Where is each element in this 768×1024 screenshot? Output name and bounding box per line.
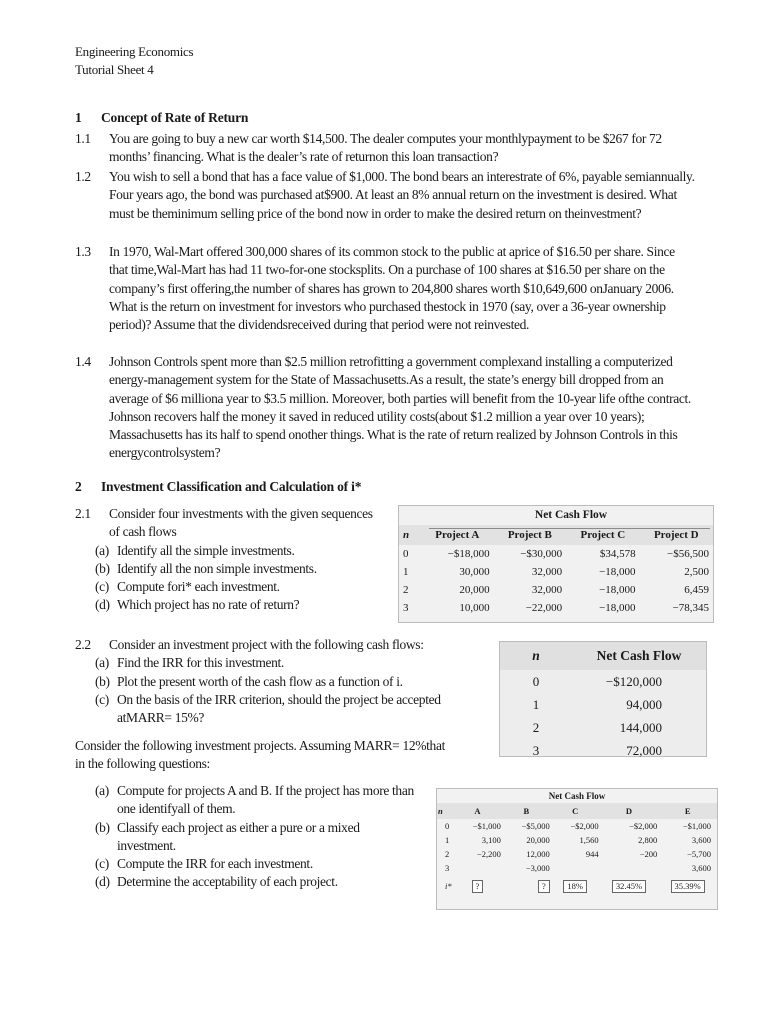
cell: −18,000 [599,602,636,614]
cell: 144,000 [619,719,662,735]
cell: −78,345 [672,602,709,614]
cell: 20,000 [459,584,490,596]
table-row [399,581,713,599]
document-header [75,43,193,79]
cell [600,861,659,875]
col-header: n [399,525,421,545]
cell: 20,000 [526,835,550,845]
question-number: 2.2 [75,637,91,652]
cell: 3 [445,863,450,873]
table-row [500,693,706,716]
cell: 2,500 [684,566,709,578]
cell: $34,578 [599,548,636,560]
cell: −18,000 [599,584,636,596]
course-title: Engineering Economics [75,44,194,59]
cell: −3,000 [525,863,550,873]
part-c: (c) Compute fori* each investment. [95,579,280,595]
table-row [500,739,706,762]
table-caption: Net Cash Flow [548,791,606,801]
col-header: D [600,803,659,819]
cell: 12,000 [526,849,550,859]
irr-value-d: 32.45% [612,880,646,893]
cell [551,861,600,875]
cell: −$18,000 [447,548,490,560]
table [500,642,706,762]
question-parts [75,542,375,615]
cell: −$1,000 [682,821,711,831]
part-a: (a) Compute for projects A and B. If the project has more than one identifyall of them. [95,783,414,817]
table-row [399,563,713,581]
cell: 3 [403,602,409,614]
cell: −18,000 [599,566,636,578]
col-header: Net Cash Flow [572,642,706,670]
part-b: (b) Classify each project as either a pure or a mixed investment. [95,819,360,853]
question-text: Consider four investments with the given sequences of cash flows [109,506,373,540]
cash-flow-table-3 [436,788,718,910]
table [399,525,713,617]
part-c: (c) Compute the IRR for each investment. [95,856,313,872]
cell: −$2,000 [629,821,658,831]
irr-value-e: 35.39% [671,880,705,893]
irr-value-c: 18% [563,880,587,893]
table-row [437,819,717,833]
cell: 2 [445,849,450,859]
section-1-heading [75,110,248,126]
question-2-1 [75,505,375,615]
cell: 0 [403,548,409,560]
cell: 2 [532,719,540,735]
sheet-title: Tutorial Sheet 4 [75,62,154,77]
cell: 0 [532,673,540,689]
cell: −$56,500 [667,548,709,560]
col-header: Project D [640,525,713,545]
irr-row [437,875,717,897]
part-d: (d) Which project has no rate of return? [95,597,300,613]
col-header: Project A [421,525,494,545]
question-text: You are going to buy a new car worth $14,500. The dealer computes your monthlypayment to be $267 for 72 months’ financing. What is the dealer’s rate of returnon this loan transaction? [109,131,662,165]
cell: 6,459 [684,584,709,596]
cell: 1 [532,696,540,712]
part-a: (a) Find the IRR for this investment. [95,655,284,671]
table-row [437,847,717,861]
table-row [399,545,713,563]
col-header: A [453,803,502,819]
col-header: Project B [494,525,567,545]
question-number: 1.4 [75,354,91,369]
cell [453,861,502,875]
section-title: Concept of Rate of Return [101,110,249,125]
col-header: C [551,803,600,819]
question-2-2 [75,636,495,727]
question-1-1 [75,130,695,167]
question-number: 1.3 [75,244,91,259]
table-row [437,833,717,847]
cell: −5,700 [687,849,711,859]
cell: 944 [585,849,599,859]
table-header-row [437,803,717,819]
cell: 1 [445,835,450,845]
cell: 3,100 [481,835,501,845]
part-a: (a) Identify all the simple investments. [95,542,295,558]
cash-flow-table-2 [499,641,707,757]
part-d: (d) Determine the acceptability of each project. [95,874,338,890]
irr-value-a: ? [472,880,484,893]
col-header: B [502,803,551,819]
cell: 10,000 [459,602,490,614]
question-text: Consider an investment project with the following cash flows: [109,637,424,652]
cell: 72,000 [626,742,662,758]
section-title: Investment Classification and Calculation of i* [101,479,362,494]
cell: −200 [639,849,658,859]
col-header: n [500,642,572,670]
part-b: (b) Plot the present worth of the cash flow as a function of i. [95,673,403,689]
part-c: (c) On the basis of the IRR criterion, should the project be accepted atMARR= 15%? [95,691,441,726]
cell: −$30,000 [520,548,563,560]
question-number: 2.1 [75,506,91,521]
question-1-2 [75,168,695,223]
col-header: n [437,803,453,819]
cell: 94,000 [626,696,662,712]
cell: −22,000 [525,602,563,614]
cell: −$5,000 [521,821,550,831]
cell: 1 [403,566,409,578]
col-header: Project C [566,525,639,545]
cell: 3,600 [691,863,711,873]
cell: −$2,000 [570,821,599,831]
cell: −2,200 [476,849,501,859]
cell: 2,800 [638,835,658,845]
question-number: 1.2 [75,169,91,184]
question-1-4 [75,353,695,463]
cell: 2 [403,584,409,596]
cell: 1,560 [579,835,599,845]
question-parts [75,782,415,892]
question-text: In 1970, Wal-Mart offered 300,000 shares of its common stock to the public at aprice of $16.50 per share. Since that time,Wal-Mart has had 11 two-for-one stocksplits. On a purchase of 100 shares at $16.50 per share on the company’s first offering,the number of shares has grown to 204,800 shares worth $10,649,600 onJanuary 2006. What is the return on investment for investors who purchased thestock in 1970 (say, over a 36-year ownership period)? Assume that the dividendsreceived during that period were not reinvested. [109,244,675,333]
cell: 30,000 [459,566,490,578]
question-text: Johnson Controls spent more than $2.5 million retrofitting a government complexand installing a computerized energy-management system for the State of Massachusetts.As a result, the state’s energy bill dropped from an average of $6 milliona year to $3.5 million. Moreover, both parties will benefit from the 10-year life ofthe contract. Johnson recovers half the money it saved in reduced utility costs(about $1.2 million a year over 10 years); Massachusetts has its half to spend onother things. What is the rate of return realized by Johnson Controls in this energycontrolsystem? [109,354,691,461]
cell: 32,000 [531,566,563,578]
section-2-heading [75,479,361,495]
irr-value-b: ? [538,880,550,893]
table-row [399,599,713,617]
part-b: (b) Identify all the non simple investments. [95,560,317,576]
cell: i* [445,881,452,891]
section-number: 2 [75,479,82,494]
table [437,803,717,897]
table-row [437,861,717,875]
question-number: 1.1 [75,131,91,146]
cell: 3,600 [691,835,711,845]
table-header-row [500,642,706,670]
question-parts [75,654,495,727]
cell: −$120,000 [605,673,662,689]
question-2-3 [75,782,415,892]
table-row [500,716,706,739]
cell: 3 [532,742,540,758]
cell: −$1,000 [472,821,501,831]
section-number: 1 [75,110,82,125]
question-2-3-intro: Consider the following investment projects. Assuming MARR= 12%that in the following questions: [75,738,445,772]
cash-flow-table-1 [398,505,714,623]
table-row [500,670,706,693]
cell: 0 [445,821,450,831]
question-text: You wish to sell a bond that has a face value of $1,000. The bond bears an interestrate of 6%, payable semiannually. Four years ago, the bond was purchased at$900. At least an 8% annual return on the investment is desired. What must be theminimum selling price of the bond now in order to make the desired return on theinvestment? [109,169,695,221]
question-1-3 [75,243,695,334]
cell: 32,000 [531,584,563,596]
table-caption: Net Cash Flow [534,509,608,521]
col-header: E [658,803,717,819]
